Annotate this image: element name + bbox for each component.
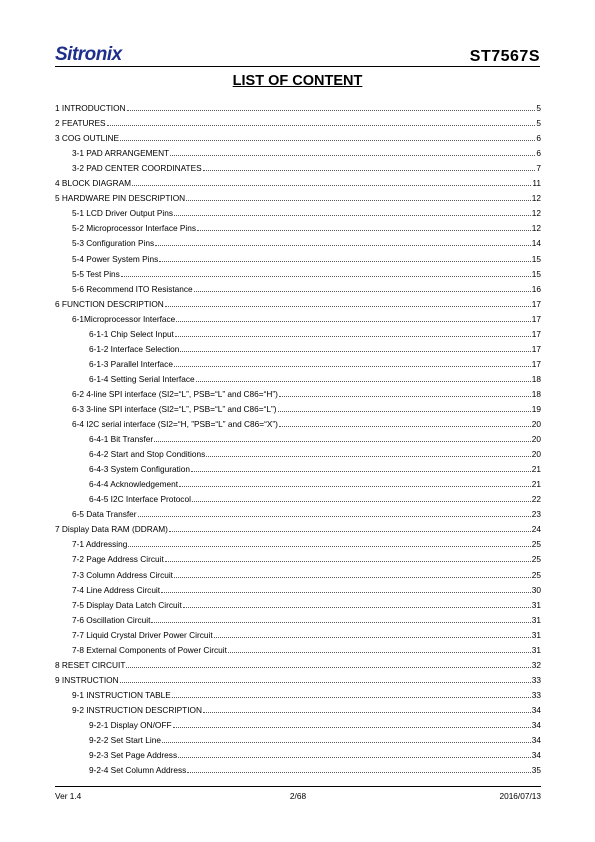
- toc-entry-page: 34: [531, 704, 541, 715]
- toc-leader-dots: [172, 691, 531, 698]
- toc-entry-label: 6-4-3 System Configuration: [89, 464, 190, 475]
- toc-entry[interactable]: [55, 625, 541, 640]
- toc-entry[interactable]: [55, 534, 541, 549]
- toc-entry-label: 9-2-4 Set Column Address: [89, 765, 187, 776]
- toc-entry[interactable]: [55, 700, 541, 715]
- toc-entry-page: 31: [531, 599, 541, 610]
- toc-leader-dots: [127, 104, 536, 111]
- toc-entry-label: 7-7 Liquid Crystal Driver Power Circuit: [72, 629, 213, 640]
- toc-leader-dots: [228, 646, 531, 653]
- toc-entry[interactable]: [55, 715, 541, 730]
- toc-leader-dots: [170, 149, 535, 156]
- toc-entry-label: 9-2 INSTRUCTION DESCRIPTION: [72, 704, 202, 715]
- toc-entry-page: 18: [531, 373, 541, 384]
- toc-entry-page: 34: [531, 750, 541, 761]
- toc-leader-dots: [279, 390, 531, 397]
- toc-entry[interactable]: [55, 745, 541, 760]
- product-name: ST7567S: [469, 48, 540, 65]
- toc-leader-dots: [214, 631, 531, 638]
- toc-entry-label: 7-2 Page Address Circuit: [72, 554, 164, 565]
- toc-entry[interactable]: [55, 279, 541, 294]
- toc-leader-dots: [151, 616, 530, 623]
- page-footer: [55, 786, 541, 801]
- toc-entry[interactable]: [55, 504, 541, 519]
- page-title-text: LIST OF CONTENT: [232, 73, 363, 89]
- toc-entry-page: 15: [531, 268, 541, 279]
- toc-entry-page: 20: [531, 449, 541, 460]
- toc-entry-label: 5 HARDWARE PIN DESCRIPTION: [55, 193, 186, 204]
- toc-entry[interactable]: [55, 685, 541, 700]
- toc-entry[interactable]: [55, 128, 541, 143]
- toc-entry[interactable]: [55, 655, 541, 670]
- toc-entry-page: 25: [531, 554, 541, 565]
- toc-entry[interactable]: [55, 294, 541, 309]
- toc-entry-page: 19: [531, 403, 541, 414]
- toc-entry[interactable]: [55, 188, 541, 203]
- toc-leader-dots: [161, 586, 531, 593]
- toc-entry-page: 32: [531, 659, 541, 670]
- footer-version: Ver 1.4: [55, 791, 82, 801]
- toc-leader-dots: [162, 736, 531, 743]
- toc-leader-dots: [192, 495, 531, 502]
- toc-leader-dots: [183, 601, 531, 608]
- toc-leader-dots: [178, 751, 531, 758]
- toc-entry-page: 15: [531, 253, 541, 264]
- toc-entry-label: 6-2 4-line SPI interface (SI2=“L”, PSB=“L” and C86=“H”): [72, 388, 278, 399]
- toc-entry-label: 6-1Microprocessor Interface: [72, 313, 176, 324]
- toc-entry-label: 3-1 PAD ARRANGEMENT: [72, 148, 170, 159]
- toc-entry-page: 17: [531, 328, 541, 339]
- toc-entry[interactable]: [55, 414, 541, 429]
- toc-entry-page: 20: [531, 434, 541, 445]
- toc-entry[interactable]: [55, 519, 541, 534]
- toc-leader-dots: [159, 255, 531, 262]
- toc-entry-label: 7-5 Display Data Latch Circuit: [72, 599, 182, 610]
- toc-entry-label: 6-5 Data Transfer: [72, 509, 137, 520]
- toc-leader-dots: [196, 375, 531, 382]
- toc-leader-dots: [121, 270, 531, 277]
- toc-leader-dots: [278, 405, 531, 412]
- toc-leader-dots: [180, 345, 530, 352]
- toc-entry-page: 35: [531, 765, 541, 776]
- toc-entry-label: 9 INSTRUCTION: [55, 674, 119, 685]
- toc-entry-page: 12: [531, 223, 541, 234]
- toc-entry[interactable]: [55, 730, 541, 745]
- toc-leader-dots: [279, 420, 531, 427]
- toc-entry-page: 11: [532, 178, 541, 189]
- toc-entry[interactable]: [55, 595, 541, 610]
- toc-entry-label: 3-2 PAD CENTER COORDINATES: [72, 163, 202, 174]
- company-logo: Sitronix: [55, 44, 122, 65]
- toc-entry[interactable]: [55, 143, 541, 158]
- toc-entry-label: 1 INTRODUCTION: [55, 103, 126, 114]
- toc-leader-dots: [174, 571, 531, 578]
- toc-entry[interactable]: [55, 369, 541, 384]
- toc-entry-page: 20: [531, 419, 541, 430]
- toc-entry-page: 22: [531, 494, 541, 505]
- toc-leader-dots: [126, 661, 530, 668]
- toc-entry-page: 23: [531, 509, 541, 520]
- toc-entry-label: 6-1-4 Setting Serial Interface: [89, 373, 195, 384]
- toc-entry[interactable]: [55, 324, 541, 339]
- toc-entry-label: 6-1-1 Chip Select Input: [89, 328, 174, 339]
- toc-entry-page: 25: [531, 539, 541, 550]
- toc-entry-label: 6-4 I2C serial interface (SI2=“H, ”PSB=“L” and C86=“X”): [72, 419, 278, 430]
- toc-entry-label: 6-1-2 Interface Selection: [89, 343, 180, 354]
- toc-entry-page: 31: [531, 629, 541, 640]
- toc-entry-page: 17: [531, 358, 541, 369]
- toc-entry-label: 9-2-3 Set Page Address: [89, 750, 178, 761]
- toc-entry-label: 7-6 Oscillation Circuit: [72, 614, 151, 625]
- toc-entry[interactable]: [55, 670, 541, 685]
- toc-entry[interactable]: [55, 459, 541, 474]
- toc-leader-dots: [132, 179, 531, 186]
- toc-entry-label: 6-4-4 Acknowledgement: [89, 479, 179, 490]
- toc-leader-dots: [107, 119, 536, 126]
- toc-leader-dots: [155, 239, 531, 246]
- toc-leader-dots: [128, 540, 530, 547]
- toc-leader-dots: [194, 285, 531, 292]
- toc-entry-label: 6-4-5 I2C Interface Protocol: [89, 494, 191, 505]
- toc-leader-dots: [173, 721, 531, 728]
- toc-leader-dots: [120, 676, 531, 683]
- toc-entry-label: 6-1-3 Parallel Interface: [89, 358, 173, 369]
- toc-entry[interactable]: [55, 474, 541, 489]
- toc-entry-page: 5: [536, 118, 541, 129]
- toc-entry-label: 6-4-1 Bit Transfer: [89, 434, 154, 445]
- toc-entry[interactable]: [55, 158, 541, 173]
- toc-entry-label: 4 BLOCK DIAGRAM: [55, 178, 132, 189]
- toc-entry-label: 7-3 Column Address Circuit: [72, 569, 173, 580]
- toc-entry[interactable]: [55, 264, 541, 279]
- toc-entry-label: 7-1 Addressing: [72, 539, 128, 550]
- toc-entry-page: 6: [536, 148, 541, 159]
- toc-entry-label: 6-4-2 Start and Stop Conditions: [89, 449, 206, 460]
- toc-entry-page: 34: [531, 735, 541, 746]
- toc-leader-dots: [203, 164, 536, 171]
- toc-entry[interactable]: [55, 489, 541, 504]
- footer-page-number: 2/68: [289, 791, 307, 801]
- toc-entry-page: 31: [531, 614, 541, 625]
- toc-entry-page: 7: [536, 163, 541, 174]
- toc-leader-dots: [174, 360, 531, 367]
- toc-entry-page: 14: [531, 238, 541, 249]
- toc-entry-page: 33: [531, 674, 541, 685]
- toc-entry-page: 17: [531, 313, 541, 324]
- toc-leader-dots: [165, 555, 531, 562]
- toc-entry[interactable]: [55, 203, 541, 218]
- toc-entry[interactable]: [55, 113, 541, 128]
- toc-entry[interactable]: [55, 98, 541, 113]
- toc-leader-dots: [169, 525, 531, 532]
- toc-entry[interactable]: [55, 233, 541, 248]
- toc-entry[interactable]: [55, 444, 541, 459]
- toc-entry-page: 34: [531, 719, 541, 730]
- toc-entry[interactable]: [55, 760, 541, 775]
- toc-entry-page: 25: [531, 569, 541, 580]
- toc-entry-label: 5-5 Test Pins: [72, 268, 120, 279]
- toc-entry-page: 6: [536, 133, 541, 144]
- toc-entry-label: 8 RESET CIRCUIT: [55, 659, 126, 670]
- toc-entry-page: 21: [531, 464, 541, 475]
- toc-entry-label: 5-1 LCD Driver Output Pins: [72, 208, 173, 219]
- toc-leader-dots: [138, 510, 531, 517]
- toc-entry[interactable]: [55, 640, 541, 655]
- toc-leader-dots: [174, 209, 531, 216]
- toc-entry-label: 2 FEATURES: [55, 118, 106, 129]
- toc-leader-dots: [176, 315, 530, 322]
- toc-entry-page: 12: [531, 208, 541, 219]
- table-of-contents: [55, 98, 541, 775]
- toc-entry-page: 12: [531, 193, 541, 204]
- toc-entry-page: 31: [531, 644, 541, 655]
- toc-entry-page: 17: [531, 298, 541, 309]
- toc-entry-page: 5: [536, 103, 541, 114]
- toc-entry[interactable]: [55, 354, 541, 369]
- toc-entry-page: 24: [531, 524, 541, 535]
- toc-entry-label: 5-6 Recommend ITO Resistance: [72, 283, 193, 294]
- toc-leader-dots: [154, 435, 531, 442]
- toc-entry-page: 17: [531, 343, 541, 354]
- page-header: [55, 44, 540, 67]
- toc-leader-dots: [197, 224, 531, 231]
- toc-leader-dots: [179, 480, 531, 487]
- toc-leader-dots: [191, 465, 531, 472]
- toc-entry[interactable]: [55, 248, 541, 263]
- toc-entry[interactable]: [55, 384, 541, 399]
- toc-entry[interactable]: [55, 429, 541, 444]
- toc-entry-label: 3 COG OUTLINE: [55, 133, 120, 144]
- page-title: [0, 73, 595, 89]
- toc-entry[interactable]: [55, 610, 541, 625]
- toc-leader-dots: [203, 706, 531, 713]
- toc-leader-dots: [186, 194, 531, 201]
- toc-entry-label: 5-4 Power System Pins: [72, 253, 159, 264]
- toc-entry[interactable]: [55, 564, 541, 579]
- toc-entry-label: 7 Display Data RAM (DDRAM): [55, 524, 168, 535]
- toc-entry-label: 7-4 Line Address Circuit: [72, 584, 161, 595]
- toc-entry-page: 18: [531, 388, 541, 399]
- toc-entry-label: 5-3 Configuration Pins: [72, 238, 155, 249]
- toc-entry[interactable]: [55, 580, 541, 595]
- toc-entry[interactable]: [55, 339, 541, 354]
- toc-leader-dots: [206, 450, 531, 457]
- toc-entry[interactable]: [55, 309, 541, 324]
- toc-entry-label: 6 FUNCTION DESCRIPTION: [55, 298, 164, 309]
- toc-entry-label: 9-2-1 Display ON/OFF: [89, 719, 172, 730]
- toc-entry[interactable]: [55, 549, 541, 564]
- toc-leader-dots: [120, 134, 535, 141]
- toc-entry-page: 33: [531, 689, 541, 700]
- toc-entry-label: 9-2-2 Set Start Line: [89, 735, 161, 746]
- toc-entry[interactable]: [55, 399, 541, 414]
- toc-entry-label: 7-8 External Components of Power Circuit: [72, 644, 227, 655]
- toc-entry-label: 9-1 INSTRUCTION TABLE: [72, 689, 171, 700]
- toc-entry-page: 21: [531, 479, 541, 490]
- toc-entry[interactable]: [55, 173, 541, 188]
- toc-leader-dots: [175, 330, 531, 337]
- toc-leader-dots: [187, 766, 530, 773]
- toc-entry-label: 5-2 Microprocessor Interface Pins: [72, 223, 197, 234]
- toc-entry-page: 16: [531, 283, 541, 294]
- toc-entry-label: 6-3 3-line SPI interface (SI2=“L”, PSB=“L” and C86=“L”): [72, 403, 277, 414]
- toc-entry-page: 30: [531, 584, 541, 595]
- toc-entry[interactable]: [55, 218, 541, 233]
- toc-leader-dots: [165, 300, 531, 307]
- footer-date: 2016/07/13: [499, 791, 541, 801]
